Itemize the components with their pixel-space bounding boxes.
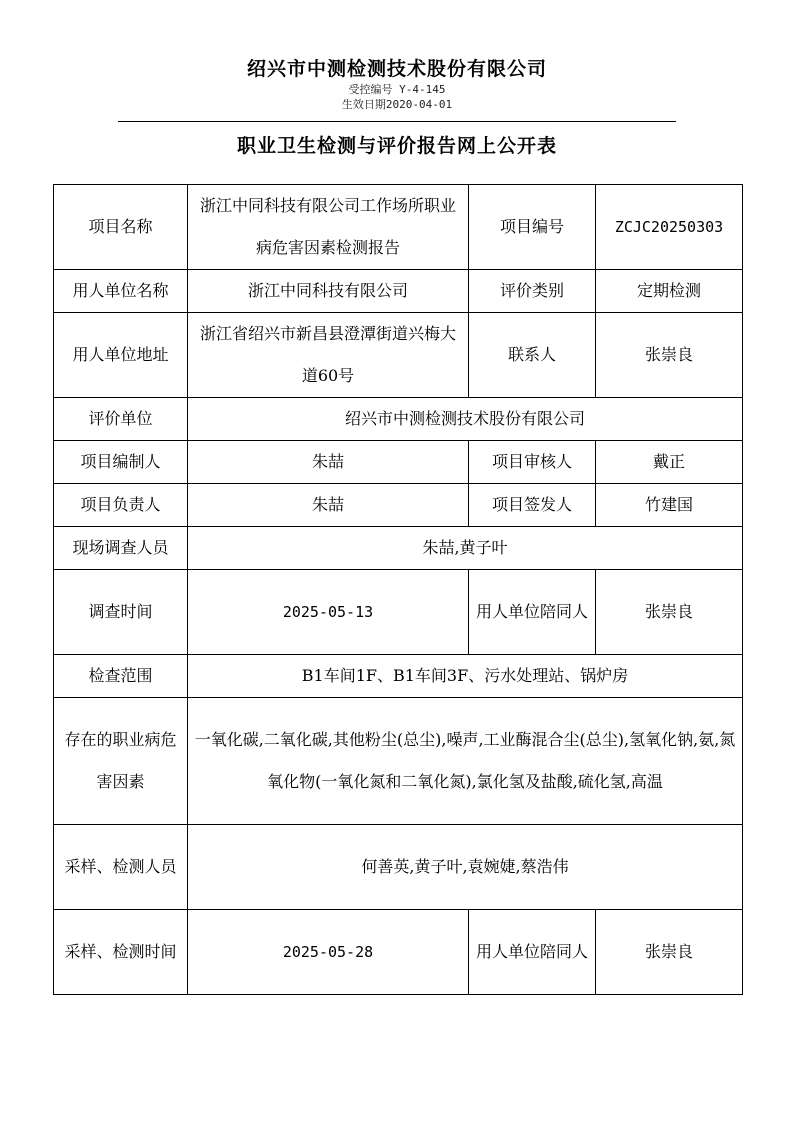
control-number-value: Y-4-145 [399, 83, 446, 96]
sampling-escort-value: 张崇良 [596, 910, 743, 995]
table-row [54, 527, 743, 570]
issuer-label: 项目签发人 [469, 484, 596, 527]
hazards-value: 一氧化碳,二氧化碳,其他粉尘(总尘),噪声,工业酶混合尘(总尘),氢氧化钠,氨,氮氧化物(一氧化氮和二氧化氮),氯化氢及盐酸,硫化氢,高温 [188, 698, 743, 825]
control-number-label: 受控编号 [348, 83, 393, 96]
employer-name-label: 用人单位名称 [54, 270, 188, 313]
employer-address-label: 用人单位地址 [54, 313, 188, 398]
document-title: 职业卫生检测与评价报告网上公开表 [236, 135, 557, 157]
compiler-value: 朱喆 [188, 441, 469, 484]
employer-name-value: 浙江中同科技有限公司 [188, 270, 469, 313]
company-name: 绍兴市中测检测技术股份有限公司 [246, 58, 547, 80]
survey-time-label: 调查时间 [54, 570, 188, 655]
document-header [0, 56, 794, 112]
eval-type-label: 评价类别 [469, 270, 596, 313]
table-row [54, 398, 743, 441]
effective-date-label: 生效日期 [341, 98, 386, 111]
leader-label: 项目负责人 [54, 484, 188, 527]
header-divider [118, 121, 676, 122]
leader-value: 朱喆 [188, 484, 469, 527]
table-row [54, 441, 743, 484]
sampling-time-label: 采样、检测时间 [54, 910, 188, 995]
sampling-time-value: 2025-05-28 [188, 910, 469, 995]
samplers-value: 何善英,黄子叶,袁婉婕,蔡浩伟 [188, 825, 743, 910]
table-row [54, 698, 743, 825]
table-row [54, 570, 743, 655]
eval-type-value: 定期检测 [596, 270, 743, 313]
project-name-label: 项目名称 [54, 185, 188, 270]
project-name-value: 浙江中同科技有限公司工作场所职业病危害因素检测报告 [188, 185, 469, 270]
survey-escort-value: 张崇良 [596, 570, 743, 655]
issuer-value: 竹建国 [596, 484, 743, 527]
project-no-label: 项目编号 [469, 185, 596, 270]
scope-label: 检查范围 [54, 655, 188, 698]
scope-value: B1车间1F、B1车间3F、污水处理站、锅炉房 [188, 655, 743, 698]
table-row [54, 825, 743, 910]
control-number [0, 82, 794, 97]
table-row [54, 270, 743, 313]
hazards-label: 存在的职业病危害因素 [54, 698, 188, 825]
reviewer-label: 项目审核人 [469, 441, 596, 484]
survey-time-value: 2025-05-13 [188, 570, 469, 655]
table-row [54, 655, 743, 698]
eval-unit-label: 评价单位 [54, 398, 188, 441]
contact-value: 张崇良 [596, 313, 743, 398]
project-no-value: ZCJC20250303 [596, 185, 743, 270]
compiler-label: 项目编制人 [54, 441, 188, 484]
reviewer-value: 戴正 [596, 441, 743, 484]
samplers-label: 采样、检测人员 [54, 825, 188, 910]
table-row [54, 185, 743, 270]
eval-unit-value: 绍兴市中测检测技术股份有限公司 [188, 398, 743, 441]
surveyors-value: 朱喆,黄子叶 [188, 527, 743, 570]
surveyors-label: 现场调查人员 [54, 527, 188, 570]
disclosure-form-table [53, 184, 743, 995]
effective-date-value: 2020-04-01 [385, 98, 453, 111]
table-row [54, 910, 743, 995]
effective-date [0, 97, 794, 112]
table-row [54, 484, 743, 527]
contact-label: 联系人 [469, 313, 596, 398]
survey-escort-label: 用人单位陪同人 [469, 570, 596, 655]
employer-address-value: 浙江省绍兴市新昌县澄潭街道兴梅大道60号 [188, 313, 469, 398]
sampling-escort-label: 用人单位陪同人 [469, 910, 596, 995]
table-row [54, 313, 743, 398]
